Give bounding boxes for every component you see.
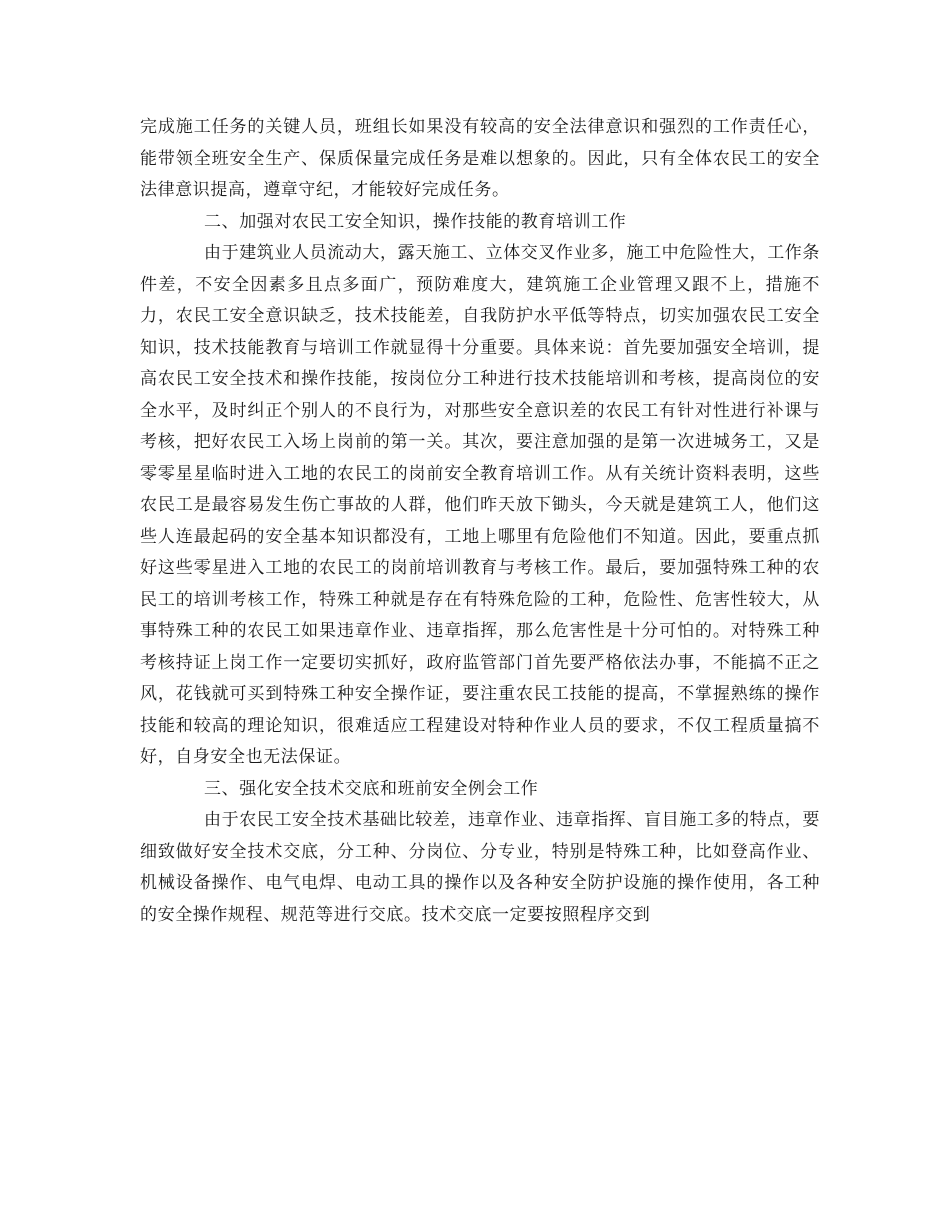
paragraph-technical-briefing: 由于农民工安全技术基础比较差，违章作业、违章指挥、盲目施工多的特点，要细致做好安全技术交底，分工种、分岗位、分专业，特别是特殊工种，比如登高作业、机械设备操作、电气电焊、电动工具的操作以及各种安全防护设施的操作使用，各工种的安全操作规程、规范等进行交底。技术交底一定要按照程序交到 [140, 810, 820, 925]
section-heading-3: 三、强化安全技术交底和班前安全例会工作 [204, 778, 539, 799]
paragraph-training: 由于建筑业人员流动大，露天施工、立体交叉作业多，施工中危险性大，工作条件差，不安全因素多且点多面广，预防难度大，建筑施工企业管理又跟不上，措施不力，农民工安全意识缺乏，技术技能差，自我防护水平低等特点，切实加强农民工安全知识，技术技能教育与培训工作就显得十分重要。具体来说：首先要加强安全培训，提高农民工安全技术和操作技能，按岗位分工种进行技术技能培训和考核，提高岗位的安全水平，及时纠正个别人的不良行为，对那些安全意识差的农民工有针对性进行补课与考核，把好农民工入场上岗前的第一关。其次，要注意加强的是第一次进城务工，又是零零星星临时进入工地的农民工的岗前安全教育培训工作。从有关统计资料表明，这些农民工是最容易发生伤亡事故的人群，他们昨天放下锄头，今天就是建筑工人，他们这些人连最起码的安全基本知识都没有，工地上哪里有危险他们不知道。因此，要重点抓好这些零星进入工地的农民工的岗前培训教育与考核工作。最后，要加强特殊工种的农民工的培训考核工作，特殊工种就是存在有特殊危险的工种，危险性、危害性较大，从事特殊工种的农民工如果违章作业、违章指挥，那么危害性是十分可怕的。对特殊工种考核持证上岗工作一定要切实抓好，政府监管部门首先要严格依法办事，不能搞不正之风，花钱就可买到特殊工种安全操作证，要注重农民工技能的提高，不掌握熟练的操作技能和较高的理论知识，很难适应工程建设对特种作业人员的要求，不仅工程质量搞不好，自身安全也无法保证。 [140, 243, 820, 767]
section-heading-2: 二、加强对农民工安全知识，操作技能的教育培训工作 [204, 211, 627, 232]
document-page [140, 112, 820, 931]
paragraph-continuation: 完成施工任务的关键人员，班组长如果没有较高的安全法律意识和强烈的工作责任心，能带领全班安全生产、保质保量完成任务是难以想象的。因此，只有全体农民工的安全法律意识提高，遵章守纪，才能较好完成任务。 [140, 117, 820, 200]
